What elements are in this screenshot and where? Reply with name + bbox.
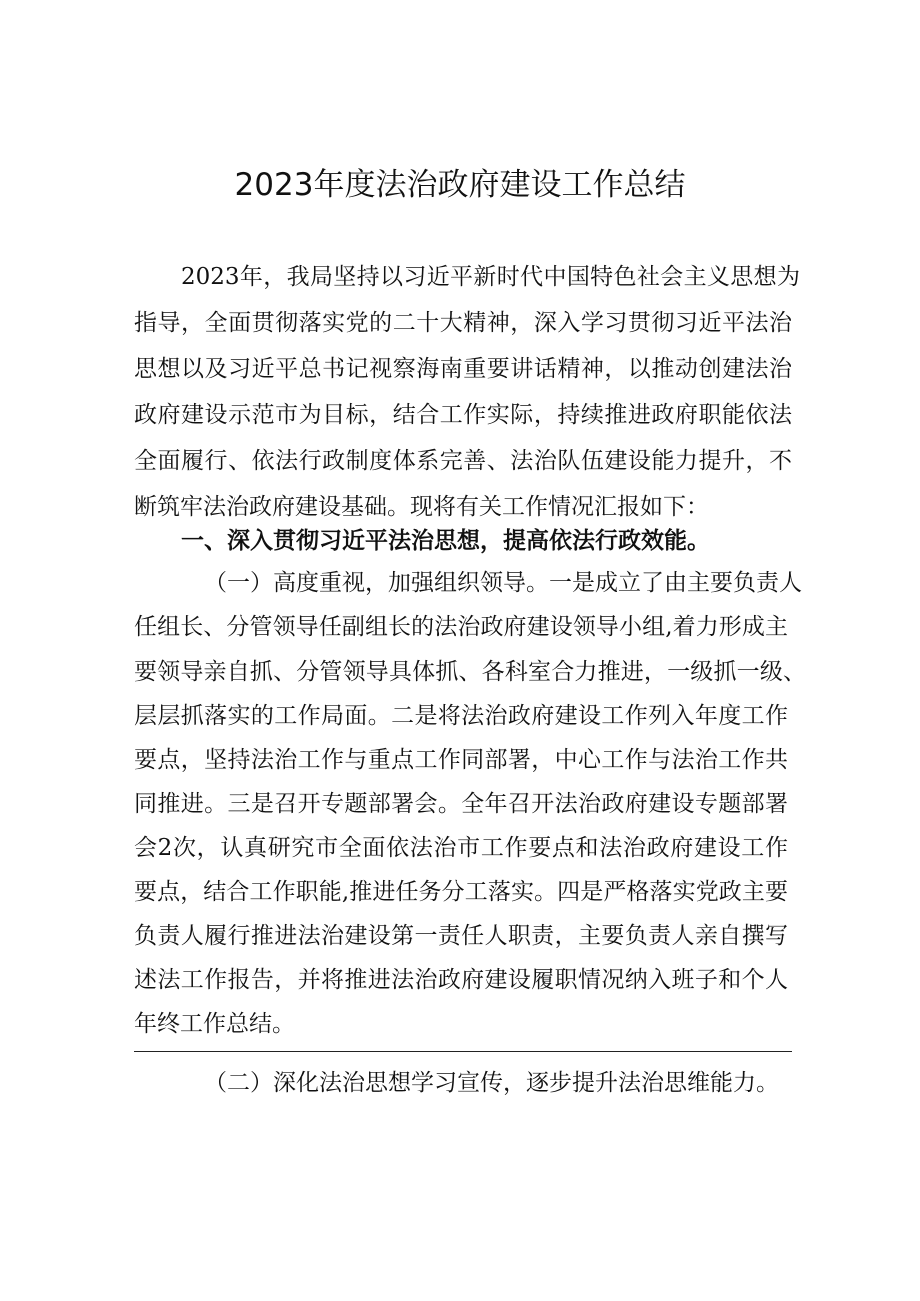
subsection-1-line-9: 负责人履行推进法治建设第一责任人职责，主要负责人亲自撰写 [134,923,788,949]
intro-line-2: 指导，全面贯彻落实党的二十大精神，深入学习贯彻习近平法治 [134,310,792,336]
section-1-heading: 一、深入贯彻习近平法治思想，提高依法行政效能。 [181,528,710,554]
intro-line-1: 2023年，我局坚持以习近平新时代中国特色社会主义思想为 [181,264,800,290]
subsection-1-line-4: 层层抓落实的工作局面。二是将法治政府建设工作列入年度工作 [134,703,788,729]
intro-line-5: 全面履行、依法行政制度体系完善、法治队伍建设能力提升，不 [134,448,792,474]
subsection-1-line-8: 要点，结合工作职能,推进任务分工落实。四是严格落实党政主要 [134,879,788,905]
intro-line-4: 政府建设示范市为目标，结合工作实际，持续推进政府职能依法 [134,402,792,428]
subsection-1-line-6: 同推进。三是召开专题部署会。全年召开法治政府建设专题部署 [134,791,788,817]
document-title: 2023年度法治政府建设工作总结 [234,167,686,203]
subsection-2-heading: （二）深化法治思想学习宣传，逐步提升法治思维能力。 [204,1070,779,1096]
subsection-1-line-1: （一）高度重视，加强组织领导。一是成立了由主要负责人 [204,570,802,596]
subsection-1-line-5: 要点，坚持法治工作与重点工作同部署，中心工作与法治工作共 [134,747,788,773]
intro-line-6: 断筑牢法治政府建设基础。现将有关工作情况汇报如下： [134,494,709,520]
horizontal-divider [134,1051,792,1052]
subsection-1-line-11: 年终工作总结。 [134,1011,295,1037]
subsection-1-line-7: 会2次，认真研究市全面依法治市工作要点和法治政府建设工作 [134,835,788,861]
subsection-1-line-3: 要领导亲自抓、分管领导具体抓、各科室合力推进，一级抓一级、 [134,659,806,685]
intro-line-3: 思想以及习近平总书记视察海南重要讲话精神，以推动创建法治 [134,356,792,382]
subsection-1-line-10: 述法工作报告，并将推进法治政府建设履职情况纳入班子和个人 [134,967,788,993]
subsection-1-line-2: 任组长、分管领导任副组长的法治政府建设领导小组,着力形成主 [134,614,788,640]
